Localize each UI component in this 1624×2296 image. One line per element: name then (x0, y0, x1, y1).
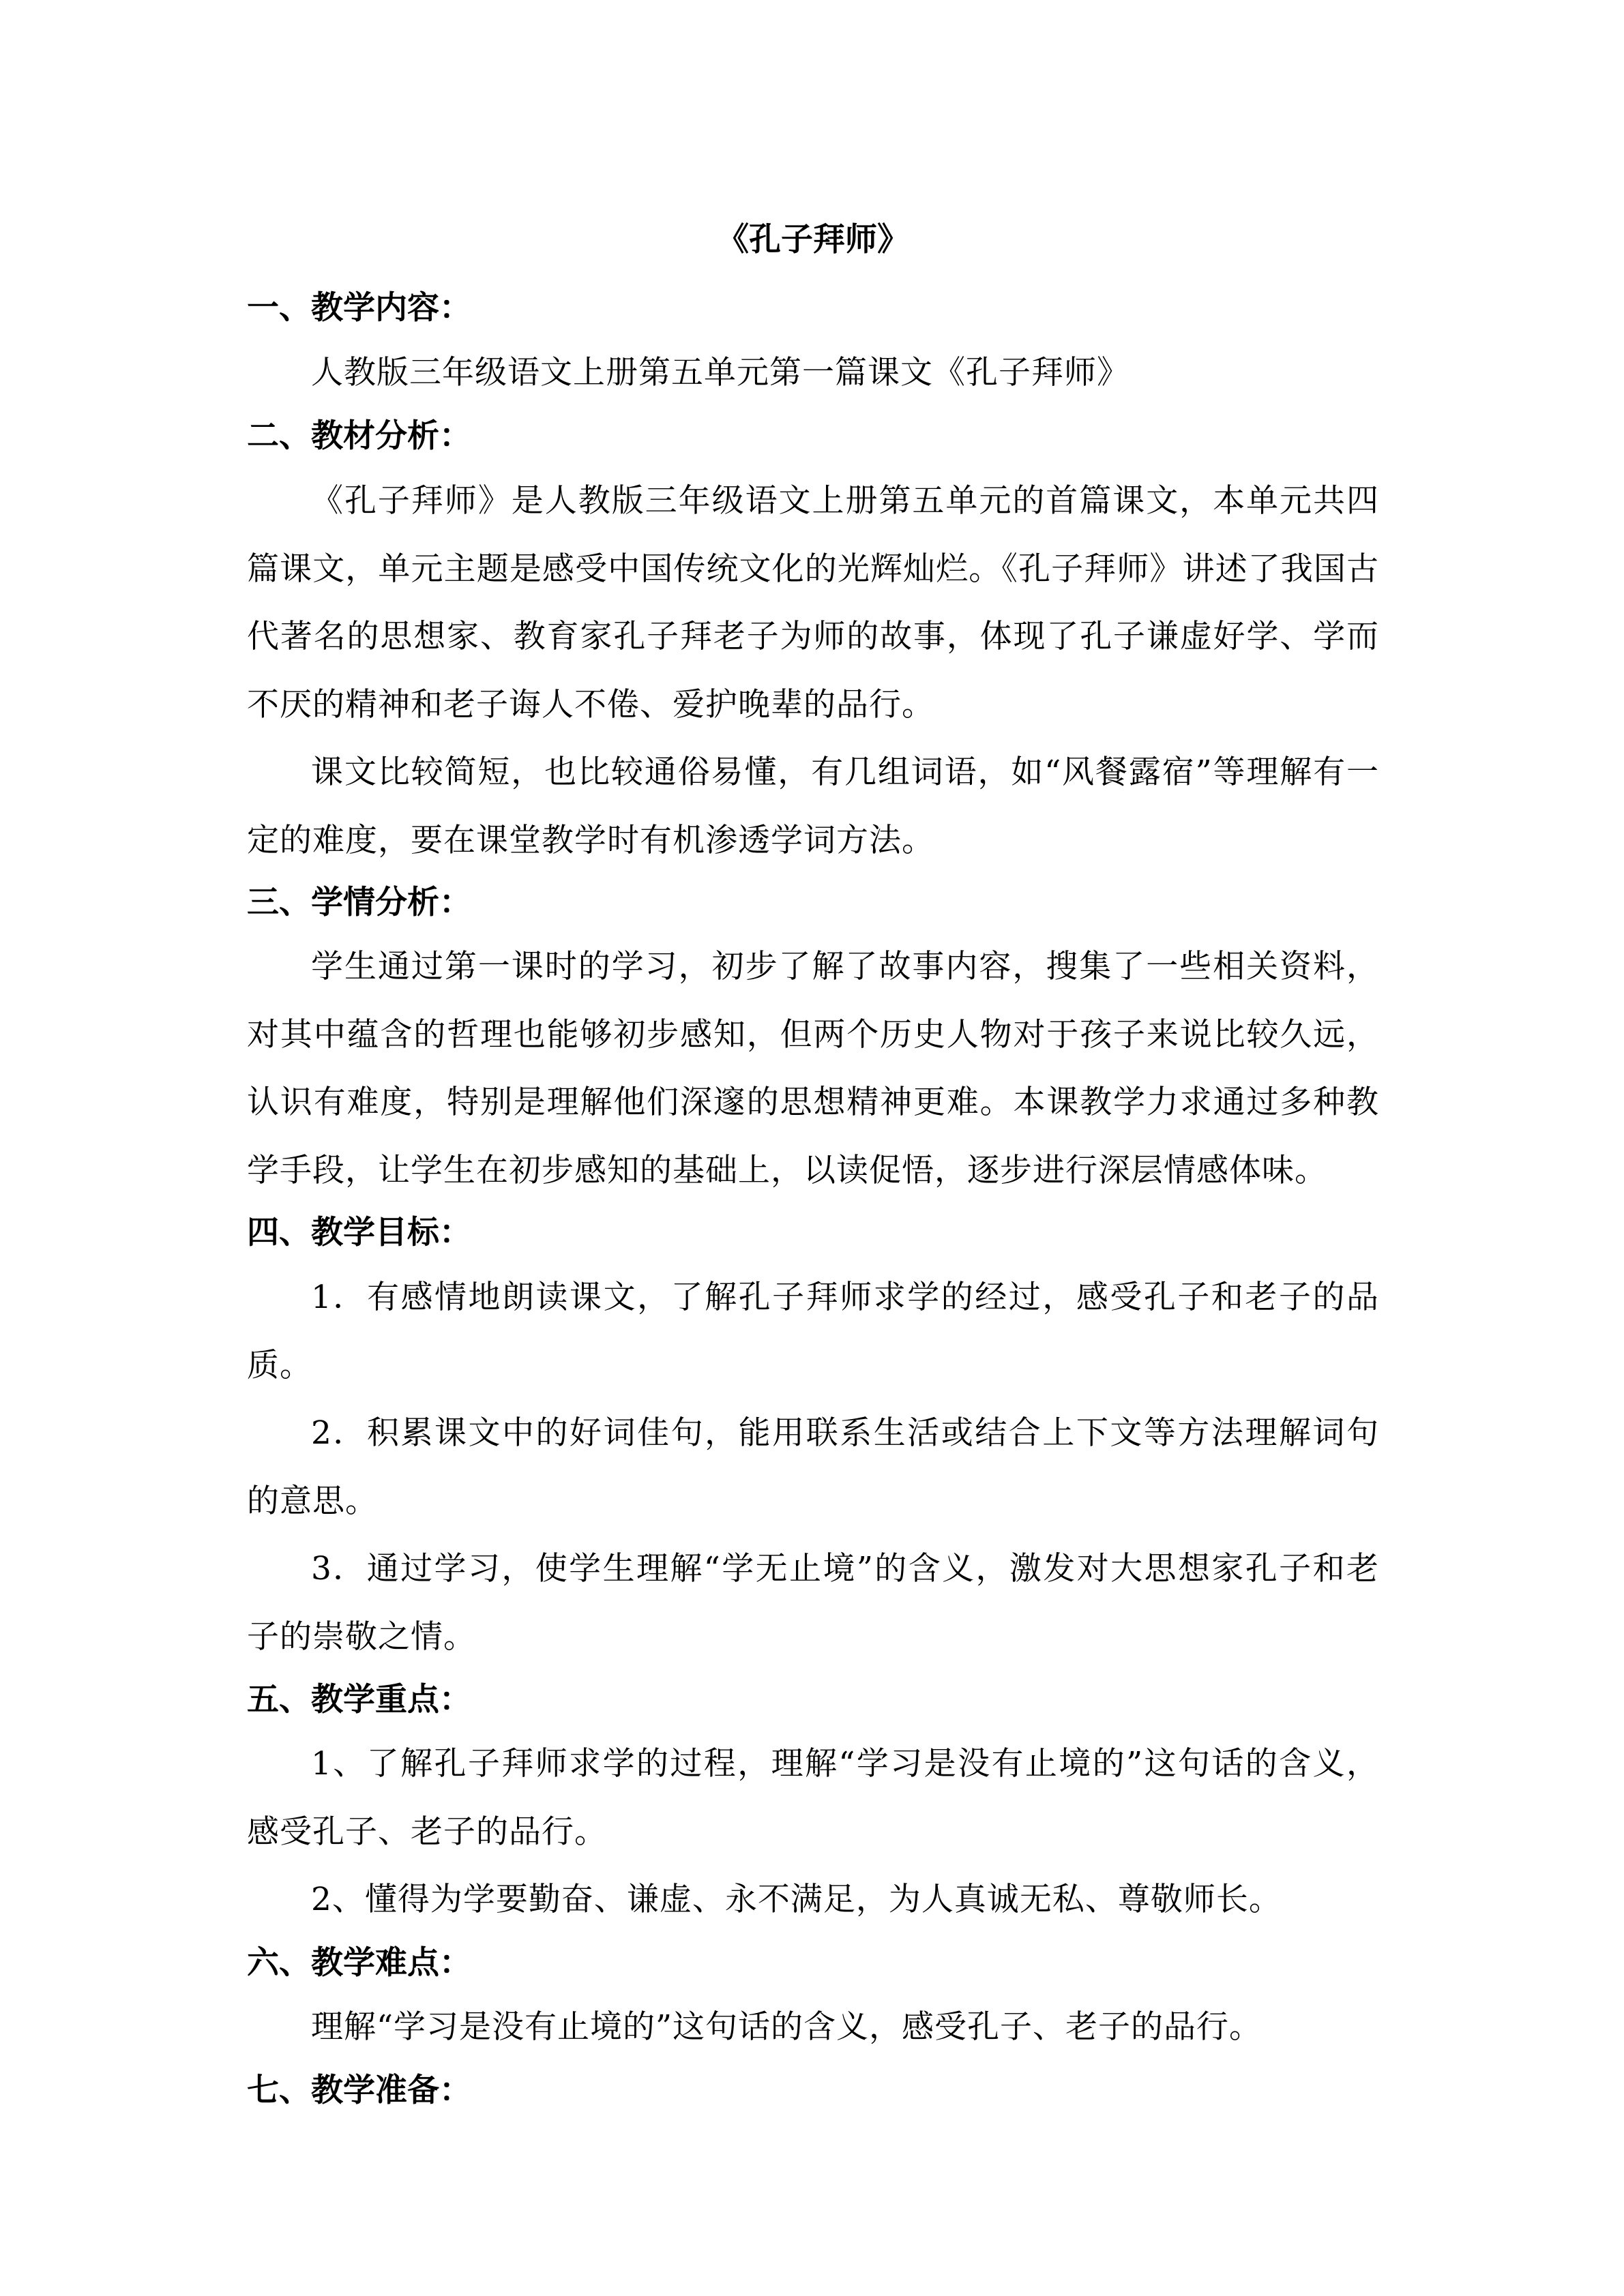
section-heading-teaching-preparation: 七、教学准备： (247, 2072, 471, 2109)
section-heading-teaching-content: 一、教学内容： (247, 289, 471, 327)
paragraph-difficulty: 理解“学习是没有止境的”这句话的含义，感受孔子、老子的品行。 (311, 2008, 1263, 2046)
paragraph-teaching-content: 人教版三年级语文上册第五单元第一篇课文《孔子拜师》 (311, 354, 1130, 391)
section-heading-teaching-focus: 五、教学重点： (247, 1681, 471, 1718)
document-title: 《孔子拜师》 (717, 221, 909, 258)
paragraph-goal-1: 1．有感情地朗读课文，了解孔子拜师求学的经过，感受孔子和老子的品质。 (247, 1279, 1379, 1384)
section-heading-learner-analysis: 三、学情分析： (247, 884, 471, 921)
paragraph-focus-2: 2、懂得为学要勤奋、谦虚、永不满足，为人真诚无私、尊敬师长。 (311, 1881, 1282, 1918)
paragraph-goal-2: 2．积累课文中的好词佳句，能用联系生活或结合上下文等方法理解词句的意思。 (247, 1414, 1379, 1520)
section-heading-textbook-analysis: 二、教材分析： (247, 417, 471, 455)
paragraph-focus-1: 1、了解孔子拜师求学的过程，理解“学习是没有止境的”这句话的含义，感受孔子、老子的品行。 (247, 1745, 1379, 1851)
paragraph-goal-3: 3．通过学习，使学生理解“学无止境”的含义，激发对大思想家孔子和老子的崇敬之情。 (247, 1550, 1379, 1656)
paragraph-learner-analysis: 学生通过第一课时的学习，初步了解了故事内容，搜集了一些相关资料，对其中蕴含的哲理也能够初步感知，但两个历史人物对于孩子来说比较久远，认识有难度，特别是理解他们深邃的思想精神更难。本课教学力求通过多种教学手段，让学生在初步感知的基础上，以读促悟，逐步进行深层情感体味。 (247, 948, 1379, 1189)
paragraph-textbook-analysis-1: 《孔子拜师》是人教版三年级语文上册第五单元的首篇课文，本单元共四篇课文，单元主题是感受中国传统文化的光辉灿烂。《孔子拜师》讲述了我国古代著名的思想家、教育家孔子拜老子为师的故事，体现了孔子谦虚好学、学而不厌的精神和老子诲人不倦、爱护晚辈的品行。 (247, 482, 1379, 724)
section-heading-teaching-goals: 四、教学目标： (247, 1214, 471, 1251)
section-heading-teaching-difficulty: 六、教学难点： (247, 1944, 471, 1982)
paragraph-textbook-analysis-2: 课文比较简短，也比较通俗易懂，有几组词语，如“风餐露宿”等理解有一定的难度，要在课堂教学时有机渗透学词方法。 (247, 754, 1379, 859)
